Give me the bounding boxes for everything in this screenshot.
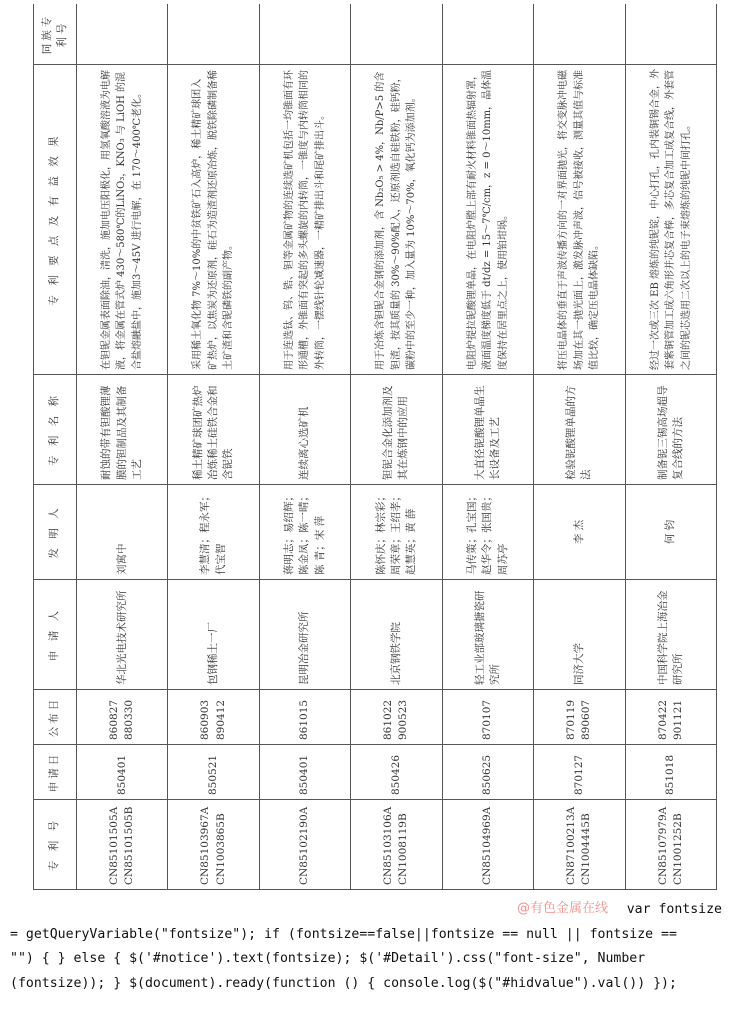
cell-inventor: 李 杰 (534, 485, 625, 580)
cell-inventor: 刘寓中 (77, 485, 168, 580)
cell-apply-date: 850426 (351, 745, 442, 800)
watermark-text: @有色金属在线 (516, 901, 608, 916)
cell-inventor: 蒋明志；易绍辉；陈金凤；陈一晴；陈 青；宋 萍 (259, 485, 350, 580)
header-patent-no: 专 利 号 (34, 800, 77, 890)
cell-same-family (625, 4, 716, 65)
cell-patent-no: CN85102190A (259, 800, 350, 890)
cell-points: 用于连选钛、钨、锆、钽等金属矿物的连续选矿机包括一均锥面有环形通槽，外锥面有突起的多头螺旋的内转筒，一锥度与内转筒相同的外转筒，一摆线针轮减速器，一精矿排出斗和尾矿排出斗。 (259, 65, 350, 375)
cell-apply-date: 850401 (259, 745, 350, 800)
cell-points: 采用稀土氧化物 7%～10%的中贫铁矿石入高炉，稀土精矿球团入矿热炉，以焦炭为还原剂，硅石为造渣剂还原冶炼，脱铁除磷制备稀土矿渣和含铌磷铁的副产物。 (168, 65, 259, 375)
code-line: var fontsize (626, 902, 722, 917)
cell-inventor: 马传策；孔宝国；赵华令；张国贵；周苏亭 (442, 485, 533, 580)
cell-applicant: 轻工业部玻璃搪瓷研究所 (442, 580, 533, 690)
header-pub-date: 公布日 (34, 690, 77, 745)
table-row (168, 4, 259, 890)
cell-applicant: 昆明冶金研究所 (259, 580, 350, 690)
cell-inventor: 陈怀庆；林宗彩；周荣章；王绍孝；赵慧英；黄 薛 (351, 485, 442, 580)
cell-same-family (168, 4, 259, 65)
cell-title: 钽铌合金化添加剂及其在炼钢中的应用 (351, 375, 442, 485)
table-row (534, 4, 625, 890)
cell-pub-date: 870119 890607 (534, 690, 625, 745)
cell-patent-no: CN87100213A CN1004445B (534, 800, 625, 890)
cell-points: 用于冶炼含钽铌合金钢的添加剂，含 Nb₂O₅ > 4%，Nb/P>5 的含钽渣，按其质量的 30%～90%配入，还原剂选自硅铁粉，硅钙粉，碳粉中的至少一种，加入量为 10%～70%，氧化钙为添加剂。 (351, 65, 442, 375)
cell-applicant: 北京钢铁学院 (351, 580, 442, 690)
table-row (259, 4, 350, 890)
table-row (442, 4, 533, 890)
cell-applicant: 华北光电技术研究所 (77, 580, 168, 690)
cell-patent-no: CN85103106A CN1008119B (351, 800, 442, 890)
cell-inventor: 何 钧 (625, 485, 716, 580)
table-row (625, 4, 716, 890)
cell-points: 电阻炉提拉铌酸锂单晶，在电阻炉膛上部有耐火材料锥面热辐射罩，液面温度梯度低于 dt/dz = 15～7℃/cm，z = 0～10mm，晶体温度保持在居里点之上，使用铂坩埚。 (442, 65, 533, 375)
cell-same-family (442, 4, 533, 65)
cell-patent-no: CN85104969A (442, 800, 533, 890)
code-line: = getQueryVariable("fontsize"); if (fontsize==false||fontsize == null || fontsize == (10, 926, 677, 942)
cell-apply-date: 850521 (168, 745, 259, 800)
cell-pub-date: 870422 901121 (625, 690, 716, 745)
cell-applicant: 包钢稀土一厂 (168, 580, 259, 690)
cell-title: 连续离心选矿机 (259, 375, 350, 485)
cell-pub-date: 860827 880330 (77, 690, 168, 745)
cell-points: 在钽铌金属表面除油，清洗，施加电压阳极化，用氢氧酸溶液为电解液，将金属在管式炉 430～580℃的LiNO₃，KNO₃ 与 LiOH 的混合盐熔融盐中，施加3～45V 进行电解，在 170～400℃老化。 (77, 65, 168, 375)
header-applicant: 申 请 人 (34, 580, 77, 690)
cell-applicant: 中国科学院上海冶金研究所 (625, 580, 716, 690)
table-header (34, 4, 77, 890)
header-apply-date: 申请日 (34, 745, 77, 800)
patent-table (33, 4, 717, 890)
cell-same-family (351, 4, 442, 65)
header-same-family: 同族专利号 (34, 4, 77, 65)
table-row (351, 4, 442, 890)
cell-patent-no: CN85101505A CN85101505B (77, 800, 168, 890)
cell-inventor: 李慧清；程永军；代宝智 (168, 485, 259, 580)
code-line: "") { } else { $('#notice').text(fontsize); $('#Detail').css("font-size", Number (10, 951, 646, 966)
patent-table-container (33, 4, 717, 890)
cell-pub-date: 861015 (259, 690, 350, 745)
cell-apply-date: 850401 (77, 745, 168, 800)
cell-applicant: 同济大学 (534, 580, 625, 690)
cell-title: 制备铌三锡高场超导复合线的方法 (625, 375, 716, 485)
header-points: 专 利 要 点 及 有 益 效 果 (34, 65, 77, 375)
table-body (77, 4, 717, 890)
cell-title: 耐蚀的带有钽酸锂薄膜的钽制品及其制备工艺 (77, 375, 168, 485)
cell-points: 将压电晶体的垂直于声波传播方向的一对界面抛光，将交变脉冲电磁场加在其一抛光面上，激发脉冲声波，信号被接收，测量其值与标准值比较，确定压电晶体缺陷。 (534, 65, 625, 375)
cell-pub-date: 860903 890412 (168, 690, 259, 745)
header-row (34, 4, 77, 890)
cell-same-family (77, 4, 168, 65)
cell-title: 稀土精矿球团矿热炉冶炼稀土硅铁合金和含铌铁 (168, 375, 259, 485)
cell-points: 经过一次或三次 EB 熔炼的纯铌锭，中心打孔，孔内装铜锡合金，外套紫铜管加工成六角形并芯复合棒，多芯复合加工成复合线，外套管之间的铌芯选用二次以上的电子束熔炼的纯铌中间打孔。 (625, 65, 716, 375)
cell-patent-no: CN85103967A CN1003865B (168, 800, 259, 890)
cell-pub-date: 870107 (442, 690, 533, 745)
cell-same-family (534, 4, 625, 65)
header-title: 专 利 名 称 (34, 375, 77, 485)
cell-pub-date: 861022 900523 (351, 690, 442, 745)
cell-apply-date: 850625 (442, 745, 533, 800)
header-inventor: 发 明 人 (34, 485, 77, 580)
cell-title: 检验铌酸锂单晶的方法 (534, 375, 625, 485)
cell-patent-no: CN85107979A CN1001252B (625, 800, 716, 890)
cell-apply-date: 870127 (534, 745, 625, 800)
cell-same-family (259, 4, 350, 65)
rotated-table-region (33, 4, 717, 890)
cell-title: 大直径铌酸锂单晶生长设备及工艺 (442, 375, 533, 485)
table-row (77, 4, 168, 890)
code-text-block (10, 898, 722, 996)
cell-apply-date: 851018 (625, 745, 716, 800)
code-line: (fontsize)); } $(document).ready(function () { console.log($("#hidvalue").val()) }); (10, 975, 677, 991)
